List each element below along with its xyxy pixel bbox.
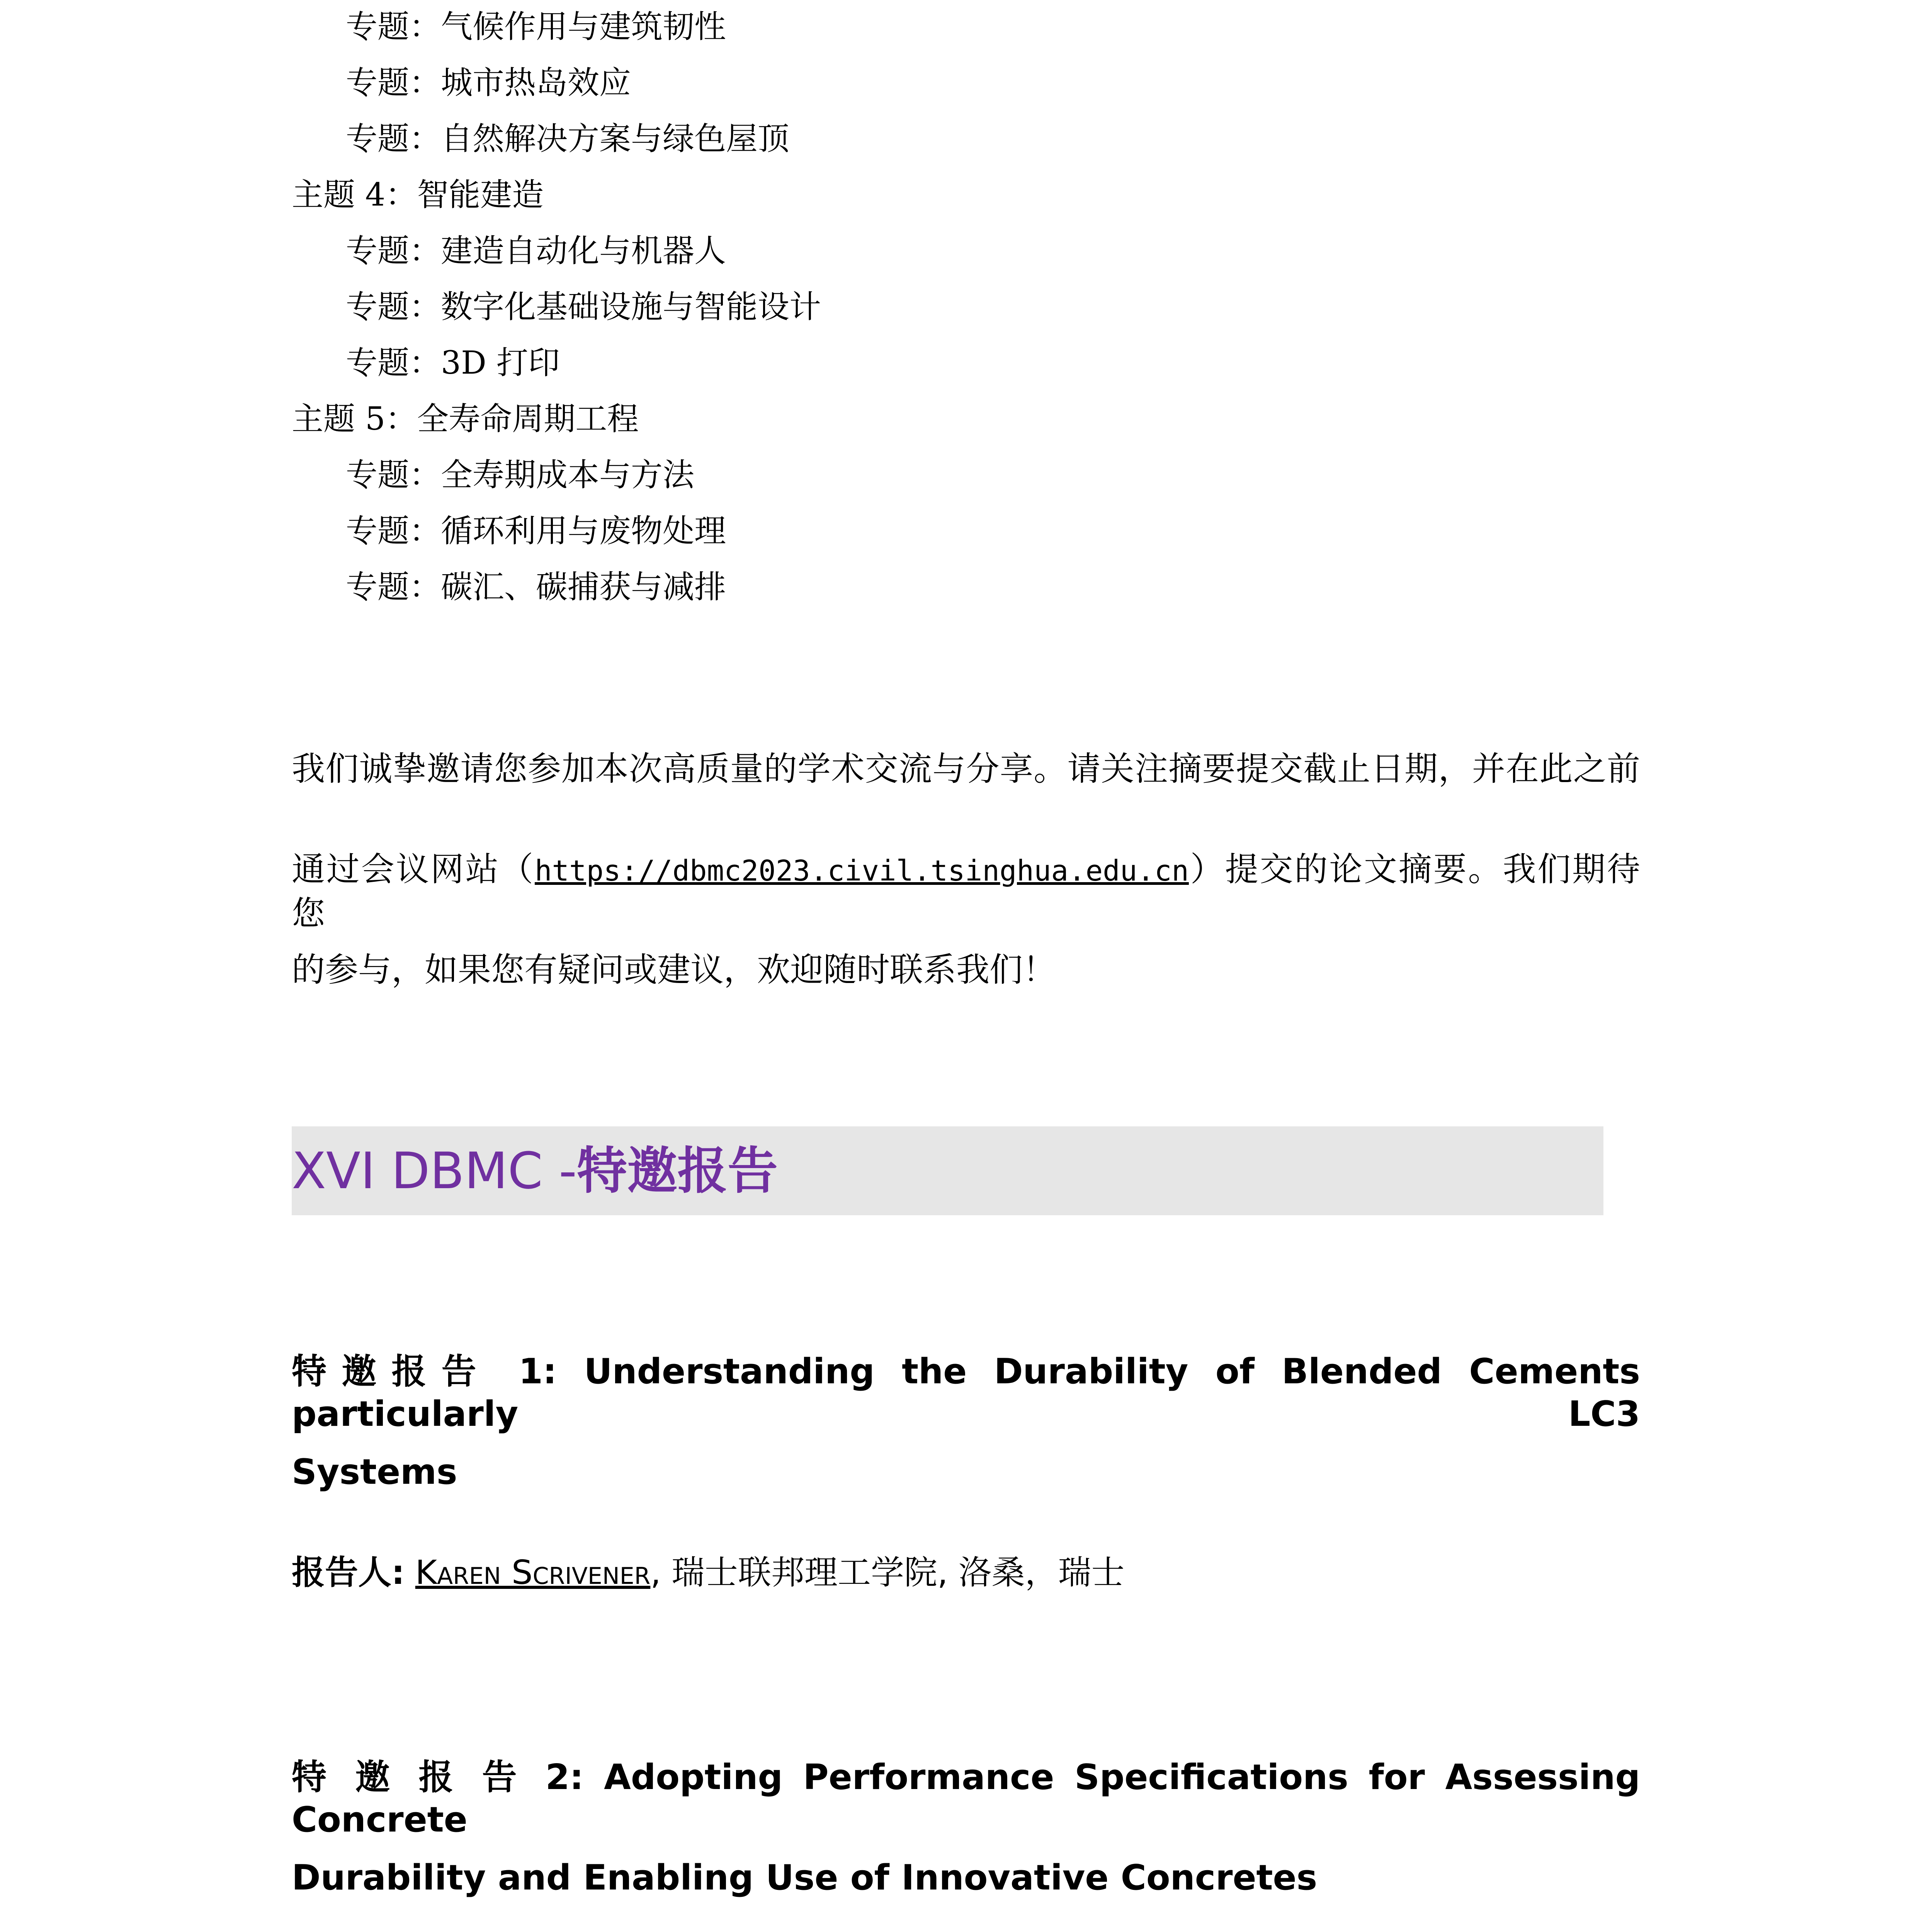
speaker-label: 报告人:: [292, 1553, 405, 1592]
lecture-1-title-line-2: Systems: [292, 1452, 457, 1492]
topic-item: 专题：循环利用与废物处理: [346, 513, 726, 549]
invitation-text: 通过会议网站（: [292, 850, 535, 889]
speaker-affiliation: , 瑞士联邦理工学院, 洛桑，瑞士: [650, 1553, 1125, 1592]
topic-item: 专题：城市热岛效应: [346, 65, 631, 101]
theme-heading: 主题 5：全寿命周期工程: [292, 401, 639, 437]
topic-item: 专题：全寿期成本与方法: [346, 457, 695, 493]
topic-item: 专题：数字化基础设施与智能设计: [346, 289, 821, 325]
topic-item: 专题：气候作用与建筑韧性: [346, 9, 726, 45]
topic-item: 专题：建造自动化与机器人: [346, 233, 726, 269]
lecture-2-title-line-1: 特 邀 报 告 2: Adopting Performance Specifications for Assessing Concrete: [292, 1757, 1640, 1840]
speaker-name-link[interactable]: Karen Scrivener: [415, 1553, 651, 1592]
invitation-line-2: [292, 848, 1640, 935]
topic-item: 专题：自然解决方案与绿色屋顶: [346, 121, 790, 157]
invitation-text: ）提交的论文摘要。我们期待您: [292, 850, 1641, 933]
conference-website-link[interactable]: https://dbmc2023.civil.tsinghua.edu.cn: [534, 854, 1189, 888]
section-heading-prefix: XVI DBMC -: [292, 1141, 577, 1200]
theme-heading: 主题 4：智能建造: [292, 177, 544, 213]
lecture-2-title-line-2: Durability and Enabling Use of Innovative Concretes: [292, 1857, 1318, 1898]
section-heading: [292, 1140, 778, 1202]
topic-item: 专题：3D 打印: [346, 345, 560, 381]
section-heading-suffix: 特邀报告: [577, 1141, 778, 1200]
lecture-1-title-line-1: 特邀报告 1: Understanding the Durability of Blended Cements particularly LC3: [292, 1351, 1640, 1434]
invitation-line-3: 的参与，如果您有疑问或建议，欢迎随时联系我们！: [292, 951, 1056, 989]
invitation-line-1: 我们诚挚邀请您参加本次高质量的学术交流与分享。请关注摘要提交截止日期，并在此之前: [292, 750, 1640, 788]
lecture-1-speaker: [292, 1551, 1125, 1594]
topic-item: 专题：碳汇、碳捕获与减排: [346, 569, 726, 605]
